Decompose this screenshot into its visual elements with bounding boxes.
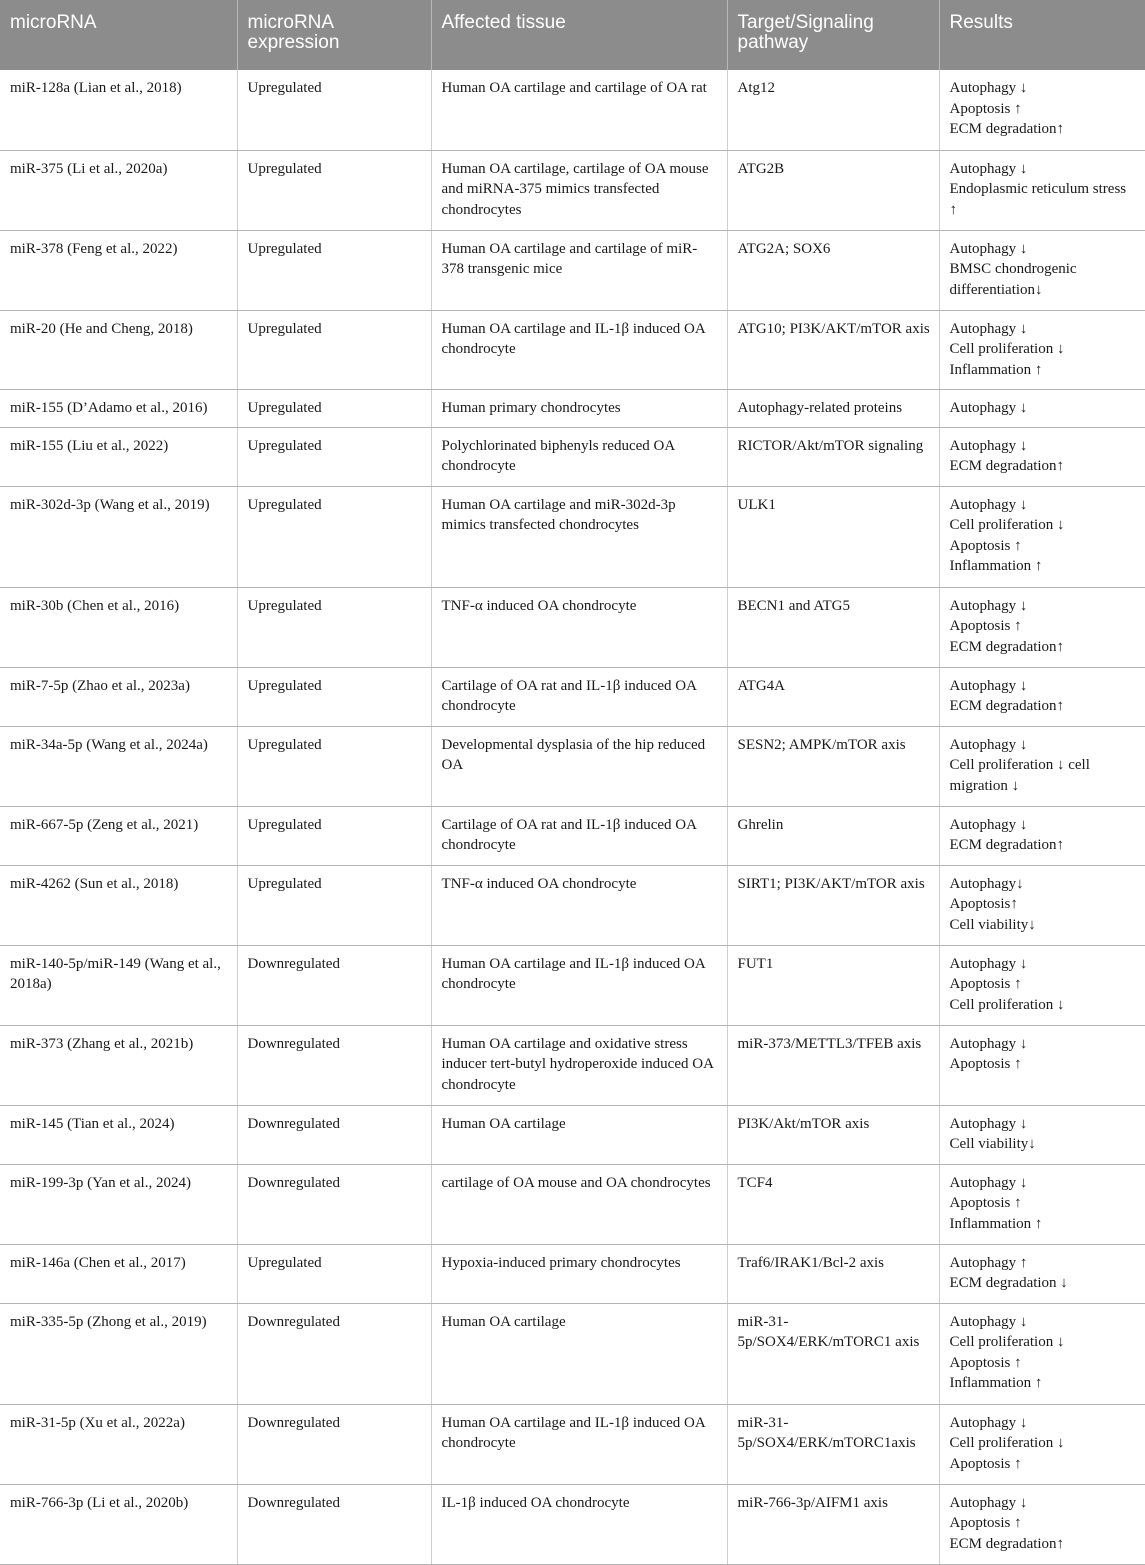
result-item: Endoplasmic reticulum stress ↑	[949, 181, 1127, 218]
result-item: Autophagy ↓	[949, 160, 1028, 177]
cell-tissue: Hypoxia-induced primary chondrocytes	[431, 1244, 727, 1303]
result-item: Autophagy ↓	[949, 1414, 1028, 1431]
cell-results	[939, 230, 1145, 310]
cell-results	[939, 1164, 1145, 1244]
cell-expression: Upregulated	[237, 667, 431, 726]
cell-tissue: Human OA cartilage and cartilage of miR-378 transgenic mice	[431, 230, 727, 310]
result-item: Autophagy ↓	[949, 1174, 1028, 1191]
table-row	[0, 806, 1145, 865]
cell-results	[939, 1303, 1145, 1404]
result-item: ECM degradation↑	[949, 458, 1065, 475]
cell-results	[939, 1244, 1145, 1303]
cell-microrna: miR-140-5p/miR-149 (Wang et al., 2018a)	[0, 945, 237, 1025]
header-expression: microRNA expression	[237, 0, 431, 70]
result-item: Apoptosis ↑	[949, 1455, 1022, 1472]
result-item: Apoptosis ↑	[949, 1354, 1022, 1371]
cell-expression: Upregulated	[237, 726, 431, 806]
cell-target: miR-766-3p/AIFM1 axis	[727, 1484, 939, 1564]
cell-results	[939, 667, 1145, 726]
result-item: Autophagy ↓	[949, 677, 1028, 694]
cell-target: miR-31-5p/SOX4/ERK/mTORC1 axis	[727, 1303, 939, 1404]
result-item: Autophagy ↓	[949, 80, 1028, 96]
cell-tissue: Human OA cartilage	[431, 1303, 727, 1404]
cell-tissue: Human OA cartilage and cartilage of OA rat	[431, 70, 727, 150]
cell-microrna: miR-155 (D’Adamo et al., 2016)	[0, 389, 237, 427]
cell-microrna: miR-375 (Li et al., 2020a)	[0, 150, 237, 230]
cell-expression: Upregulated	[237, 389, 431, 427]
header-tissue: Affected tissue	[431, 0, 727, 70]
cell-expression: Upregulated	[237, 150, 431, 230]
cell-expression: Downregulated	[237, 1105, 431, 1164]
cell-results	[939, 945, 1145, 1025]
cell-tissue: cartilage of OA mouse and OA chondrocytes	[431, 1164, 727, 1244]
result-item: Autophagy ↓	[949, 496, 1028, 513]
header-target: Target/Signaling pathway	[727, 0, 939, 70]
cell-target: miR-31-5p/SOX4/ERK/mTORC1axis	[727, 1404, 939, 1484]
cell-tissue: Developmental dysplasia of the hip reduced OA	[431, 726, 727, 806]
table-row	[0, 230, 1145, 310]
cell-results	[939, 70, 1145, 150]
result-item: Autophagy ↓	[949, 1313, 1028, 1330]
result-item: Cell proliferation ↓	[949, 1334, 1065, 1351]
table-row	[0, 1303, 1145, 1404]
cell-tissue: Human OA cartilage and IL-1β induced OA chondrocyte	[431, 310, 727, 389]
cell-expression: Downregulated	[237, 1164, 431, 1244]
result-item: Cell proliferation ↓	[949, 1435, 1065, 1452]
cell-expression: Downregulated	[237, 1484, 431, 1564]
cell-target: ATG10; PI3K/AKT/mTOR axis	[727, 310, 939, 389]
result-item: Autophagy↓	[949, 875, 1024, 892]
cell-target: ATG4A	[727, 667, 939, 726]
cell-microrna: miR-667-5p (Zeng et al., 2021)	[0, 806, 237, 865]
table-row	[0, 389, 1145, 427]
result-item: ECM degradation↑	[949, 837, 1065, 854]
cell-tissue: Human primary chondrocytes	[431, 389, 727, 427]
table-row	[0, 150, 1145, 230]
cell-tissue: Human OA cartilage and IL-1β induced OA chondrocyte	[431, 945, 727, 1025]
result-item: Inflammation ↑	[949, 558, 1043, 575]
result-item: Autophagy ↓	[949, 1035, 1028, 1052]
cell-tissue: Polychlorinated biphenyls reduced OA chondrocyte	[431, 427, 727, 486]
result-item: Apoptosis ↑	[949, 537, 1022, 554]
result-item: Inflammation ↑	[949, 1215, 1043, 1232]
result-item: Autophagy ↓	[949, 816, 1028, 833]
result-item: Autophagy ↓	[949, 240, 1028, 257]
cell-target: FUT1	[727, 945, 939, 1025]
result-item: ECM degradation ↓	[949, 1275, 1068, 1292]
cell-microrna: miR-146a (Chen et al., 2017)	[0, 1244, 237, 1303]
table-body	[0, 70, 1145, 1564]
result-item: BMSC chondrogenic differentiation↓	[949, 261, 1077, 298]
cell-microrna: miR-128a (Lian et al., 2018)	[0, 70, 237, 150]
cell-microrna: miR-145 (Tian et al., 2024)	[0, 1105, 237, 1164]
cell-target: Atg12	[727, 70, 939, 150]
cell-microrna: miR-30b (Chen et al., 2016)	[0, 587, 237, 667]
cell-target: Traf6/IRAK1/Bcl-2 axis	[727, 1244, 939, 1303]
table-row	[0, 486, 1145, 587]
cell-tissue: Cartilage of OA rat and IL-1β induced OA chondrocyte	[431, 806, 727, 865]
cell-results	[939, 486, 1145, 587]
table-row	[0, 587, 1145, 667]
result-item: Autophagy ↓	[949, 736, 1028, 753]
cell-target: ULK1	[727, 486, 939, 587]
result-item: ECM degradation↑	[949, 638, 1065, 655]
cell-results	[939, 1105, 1145, 1164]
result-item: ECM degradation↑	[949, 121, 1065, 138]
table-row	[0, 1105, 1145, 1164]
result-item: Autophagy ↓	[949, 399, 1028, 416]
result-item: Cell viability↓	[949, 1136, 1036, 1153]
result-item: Autophagy ↓	[949, 955, 1028, 972]
result-item: ECM degradation↑	[949, 698, 1065, 715]
result-item: Cell viability↓	[949, 916, 1036, 933]
cell-tissue: Cartilage of OA rat and IL-1β induced OA chondrocyte	[431, 667, 727, 726]
cell-microrna: miR-199-3p (Yan et al., 2024)	[0, 1164, 237, 1244]
cell-expression: Upregulated	[237, 865, 431, 945]
cell-tissue: Human OA cartilage, cartilage of OA mouse and miRNA-375 mimics transfected chondrocytes	[431, 150, 727, 230]
cell-target: Ghrelin	[727, 806, 939, 865]
result-item: Cell proliferation ↓	[949, 517, 1065, 534]
header-microrna: microRNA	[0, 0, 237, 70]
result-item: Cell proliferation ↓	[949, 341, 1065, 358]
cell-target: ATG2B	[727, 150, 939, 230]
table-row	[0, 70, 1145, 150]
cell-expression: Upregulated	[237, 310, 431, 389]
table-row	[0, 1404, 1145, 1484]
table-row	[0, 667, 1145, 726]
table-row	[0, 1164, 1145, 1244]
cell-microrna: miR-302d-3p (Wang et al., 2019)	[0, 486, 237, 587]
cell-microrna: miR-7-5p (Zhao et al., 2023a)	[0, 667, 237, 726]
cell-expression: Upregulated	[237, 70, 431, 150]
cell-expression: Upregulated	[237, 587, 431, 667]
cell-tissue: IL-1β induced OA chondrocyte	[431, 1484, 727, 1564]
cell-target: TCF4	[727, 1164, 939, 1244]
cell-microrna: miR-378 (Feng et al., 2022)	[0, 230, 237, 310]
header-row	[0, 0, 1145, 70]
table-row	[0, 945, 1145, 1025]
cell-expression: Downregulated	[237, 945, 431, 1025]
result-item: Autophagy ↓	[949, 597, 1028, 614]
result-item: Apoptosis ↑	[949, 618, 1022, 635]
cell-microrna: miR-373 (Zhang et al., 2021b)	[0, 1025, 237, 1105]
cell-tissue: Human OA cartilage and oxidative stress inducer tert-butyl hydroperoxide induced OA chondrocyte	[431, 1025, 727, 1105]
cell-results	[939, 865, 1145, 945]
table-row	[0, 1244, 1145, 1303]
cell-results	[939, 1025, 1145, 1105]
result-item: Autophagy ↓	[949, 1494, 1028, 1511]
result-item: Apoptosis ↑	[949, 100, 1022, 117]
result-item: Inflammation ↑	[949, 361, 1043, 378]
cell-target: RICTOR/Akt/mTOR signaling	[727, 427, 939, 486]
result-item: Autophagy ↓	[949, 1115, 1028, 1132]
cell-target: SESN2; AMPK/mTOR axis	[727, 726, 939, 806]
result-item: Apoptosis ↑	[949, 1515, 1022, 1532]
cell-microrna: miR-155 (Liu et al., 2022)	[0, 427, 237, 486]
cell-results	[939, 150, 1145, 230]
result-item: Autophagy ↓	[949, 437, 1028, 454]
cell-target: ATG2A; SOX6	[727, 230, 939, 310]
result-item: Cell proliferation ↓ cell migration ↓	[949, 757, 1090, 794]
cell-microrna: miR-20 (He and Cheng, 2018)	[0, 310, 237, 389]
cell-target: SIRT1; PI3K/AKT/mTOR axis	[727, 865, 939, 945]
cell-results	[939, 587, 1145, 667]
table-row	[0, 310, 1145, 389]
result-item: Autophagy ↓	[949, 320, 1028, 337]
cell-expression: Upregulated	[237, 427, 431, 486]
cell-results	[939, 389, 1145, 427]
cell-microrna: miR-766-3p (Li et al., 2020b)	[0, 1484, 237, 1564]
result-item: Inflammation ↑	[949, 1375, 1043, 1392]
cell-target: Autophagy-related proteins	[727, 389, 939, 427]
table-row	[0, 1484, 1145, 1564]
cell-expression: Upregulated	[237, 486, 431, 587]
table-row	[0, 726, 1145, 806]
cell-expression: Downregulated	[237, 1303, 431, 1404]
cell-target: BECN1 and ATG5	[727, 587, 939, 667]
cell-expression: Upregulated	[237, 1244, 431, 1303]
cell-target: miR-373/METTL3/TFEB axis	[727, 1025, 939, 1105]
result-item: Apoptosis↑	[949, 896, 1018, 913]
cell-results	[939, 310, 1145, 389]
cell-tissue: Human OA cartilage	[431, 1105, 727, 1164]
result-item: Cell proliferation ↓	[949, 996, 1065, 1013]
result-item: ECM degradation↑	[949, 1535, 1065, 1552]
cell-tissue: TNF-α induced OA chondrocyte	[431, 587, 727, 667]
table-row	[0, 865, 1145, 945]
cell-results	[939, 726, 1145, 806]
cell-tissue: Human OA cartilage and IL-1β induced OA chondrocyte	[431, 1404, 727, 1484]
result-item: Autophagy ↑	[949, 1254, 1028, 1271]
result-item: Apoptosis ↑	[949, 1195, 1022, 1212]
cell-microrna: miR-31-5p (Xu et al., 2022a)	[0, 1404, 237, 1484]
cell-microrna: miR-335-5p (Zhong et al., 2019)	[0, 1303, 237, 1404]
cell-target: PI3K/Akt/mTOR axis	[727, 1105, 939, 1164]
header-results: Results	[939, 0, 1145, 70]
cell-tissue: TNF-α induced OA chondrocyte	[431, 865, 727, 945]
cell-expression: Upregulated	[237, 230, 431, 310]
result-item: Apoptosis ↑	[949, 976, 1022, 993]
cell-results	[939, 427, 1145, 486]
cell-microrna: miR-34a-5p (Wang et al., 2024a)	[0, 726, 237, 806]
cell-expression: Downregulated	[237, 1404, 431, 1484]
table-row	[0, 427, 1145, 486]
cell-results	[939, 1404, 1145, 1484]
cell-microrna: miR-4262 (Sun et al., 2018)	[0, 865, 237, 945]
result-item: Apoptosis ↑	[949, 1056, 1022, 1073]
cell-results	[939, 806, 1145, 865]
cell-expression: Downregulated	[237, 1025, 431, 1105]
cell-tissue: Human OA cartilage and miR-302d-3p mimics transfected chondrocytes	[431, 486, 727, 587]
table-row	[0, 1025, 1145, 1105]
cell-expression: Upregulated	[237, 806, 431, 865]
cell-results	[939, 1484, 1145, 1564]
